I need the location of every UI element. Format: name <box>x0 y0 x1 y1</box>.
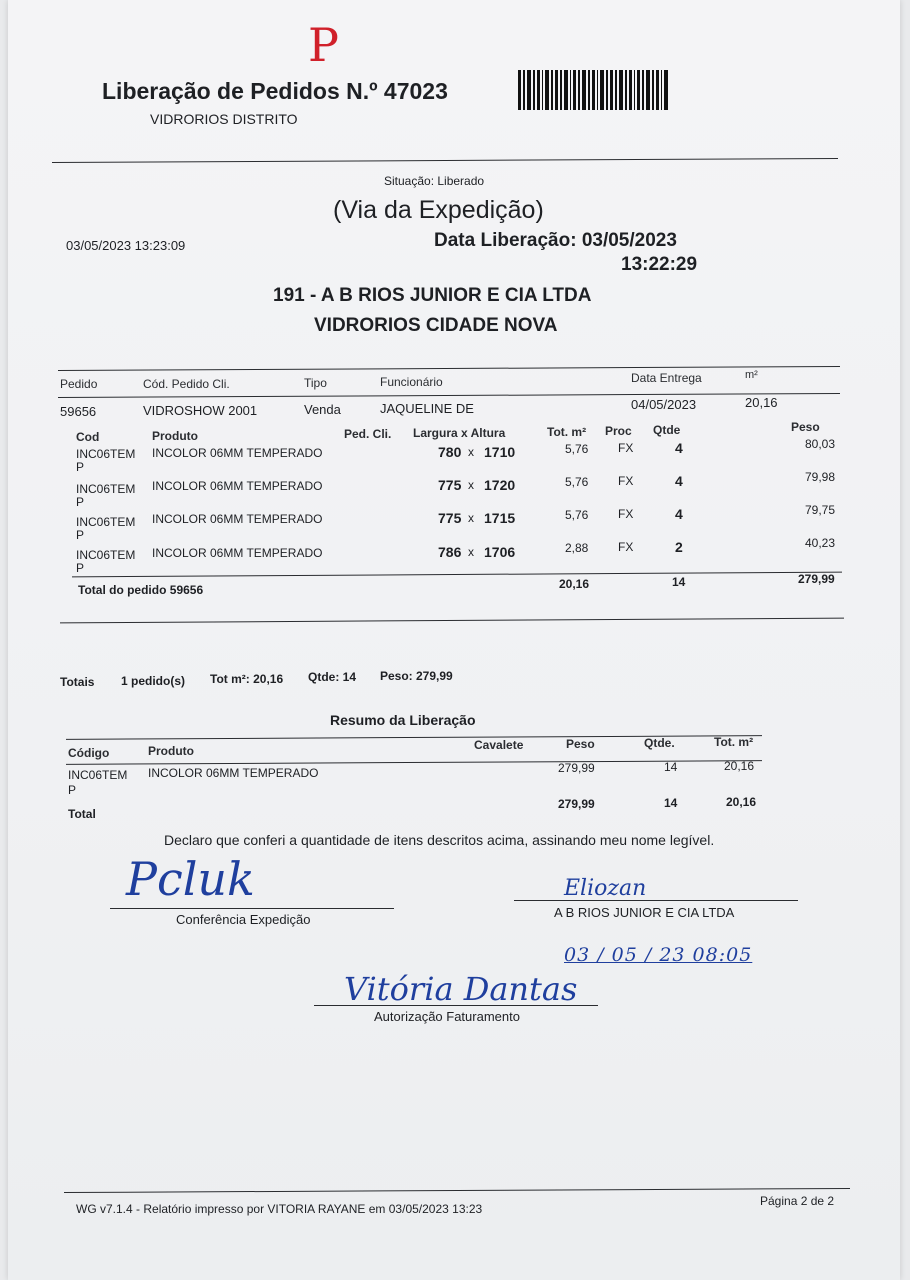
item-x: x <box>468 478 474 492</box>
summary-code: INC06TEM <box>68 768 128 782</box>
summary-total-m2: 20,16 <box>726 795 757 809</box>
item-proc: FX <box>618 540 634 554</box>
item-peso: 79,75 <box>805 503 836 517</box>
item-x: x <box>468 445 474 459</box>
item-code-suffix: P <box>76 460 85 474</box>
summary-title: Resumo da Liberação <box>330 712 476 728</box>
client-name: 191 - A B RIOS JUNIOR E CIA LTDA <box>273 285 592 306</box>
summary-tot-m2: 20,16 <box>724 759 755 773</box>
col-tipo: Tipo <box>304 376 327 390</box>
signature-line <box>314 1005 598 1006</box>
summary-total-qtde: 14 <box>664 796 678 810</box>
summary-col-peso: Peso <box>566 737 595 751</box>
autorizacao-label: Autorização Faturamento <box>374 1009 520 1024</box>
col-dimensions: Largura x Altura <box>413 426 506 440</box>
barcode-icon <box>518 70 670 110</box>
delivery-date: 04/05/2023 <box>631 397 697 412</box>
summary-product: INCOLOR 06MM TEMPERADO <box>148 766 319 780</box>
declaration-text: Declaro que conferi a quantidade de itens descritos acima, assinando meu nome legível. <box>164 832 715 848</box>
col-qtde: Qtde <box>653 423 681 437</box>
summary-col-codigo: Código <box>68 746 110 760</box>
release-time: 13:22:29 <box>621 254 698 275</box>
item-tot-m2: 2,88 <box>565 541 589 555</box>
item-proc: FX <box>618 507 634 521</box>
document-page <box>8 0 900 1280</box>
summary-qtde: 14 <box>664 760 678 774</box>
totals-orders: 1 pedido(s) <box>121 674 186 688</box>
order-number: 59656 <box>60 404 97 419</box>
conferencia-label: Conferência Expedição <box>176 912 311 927</box>
release-date: Data Liberação: 03/05/2023 <box>434 230 677 251</box>
order-total-label: Total do pedido 59656 <box>78 583 204 597</box>
client-store: VIDRORIOS CIDADE NOVA <box>314 315 558 336</box>
copy-type: (Via da Expedição) <box>333 196 544 224</box>
summary-total-label: Total <box>68 807 96 821</box>
order-total-m2: 20,16 <box>559 577 590 591</box>
item-product: INCOLOR 06MM TEMPERADO <box>152 512 323 526</box>
divider <box>72 572 842 578</box>
col-pedido: Pedido <box>60 377 98 391</box>
signature-client: Eliozan <box>564 876 647 901</box>
item-code-suffix: P <box>76 495 85 509</box>
item-peso: 79,98 <box>805 470 836 484</box>
client-signature-label: A B RIOS JUNIOR E CIA LTDA <box>554 905 735 920</box>
col-produto: Produto <box>152 429 198 443</box>
item-width: 775 <box>438 510 462 526</box>
item-peso: 40,23 <box>805 536 836 550</box>
item-peso: 80,03 <box>805 437 836 451</box>
item-code: INC06TEM <box>76 482 136 496</box>
item-code: INC06TEM <box>76 515 136 529</box>
col-funcionario: Funcionário <box>380 375 443 389</box>
signature-line <box>514 900 798 901</box>
item-height: 1720 <box>484 477 516 493</box>
item-tot-m2: 5,76 <box>565 475 589 489</box>
footer-divider <box>64 1188 850 1193</box>
item-qtde: 4 <box>675 473 683 489</box>
page-number: Página 2 de 2 <box>760 1194 835 1208</box>
col-data-entrega: Data Entrega <box>631 371 702 385</box>
handwritten-date: 03 / 05 / 23 08:05 <box>564 944 753 966</box>
item-code: INC06TEM <box>76 447 136 461</box>
order-total-peso: 279,99 <box>798 572 835 586</box>
document-title: Liberação de Pedidos N.º 47023 <box>102 78 448 104</box>
item-tot-m2: 5,76 <box>565 442 589 456</box>
item-proc: FX <box>618 441 634 455</box>
signature-conferencia: Pcluk <box>126 852 255 906</box>
col-tot-m2: Tot. m² <box>547 425 587 439</box>
item-product: INCOLOR 06MM TEMPERADO <box>152 546 323 560</box>
col-cod: Cod <box>76 430 100 444</box>
totals-qtde: Qtde: 14 <box>308 670 357 684</box>
item-x: x <box>468 511 474 525</box>
divider <box>58 393 840 398</box>
totals-m2: Tot m²: 20,16 <box>210 672 284 686</box>
item-tot-m2: 5,76 <box>565 508 589 522</box>
item-width: 775 <box>438 477 462 493</box>
footer-print-info: WG v7.1.4 - Relatório impresso por VITORIA RAYANE em 03/05/2023 13:23 <box>76 1202 483 1216</box>
status-label: Situação: Liberado <box>384 174 485 188</box>
totals-peso: Peso: 279,99 <box>380 669 453 683</box>
summary-col-cavalete: Cavalete <box>474 738 524 752</box>
signature-line <box>110 908 394 909</box>
item-code-suffix: P <box>76 528 85 542</box>
item-code-suffix: P <box>76 561 85 575</box>
divider <box>52 158 838 163</box>
item-proc: FX <box>618 474 634 488</box>
item-product: INCOLOR 06MM TEMPERADO <box>152 479 323 493</box>
divider <box>60 618 844 624</box>
summary-col-tot-m2: Tot. m² <box>714 735 754 749</box>
item-height: 1715 <box>484 510 516 526</box>
item-width: 780 <box>438 444 462 460</box>
item-x: x <box>468 545 474 559</box>
col-cod-pedido-cli: Cód. Pedido Cli. <box>143 377 230 391</box>
divider <box>58 366 840 371</box>
item-qtde: 4 <box>675 440 683 456</box>
col-proc: Proc <box>605 424 632 438</box>
item-height: 1710 <box>484 444 516 460</box>
item-qtde: 4 <box>675 506 683 522</box>
client-order-code: VIDROSHOW 2001 <box>143 403 258 418</box>
signature-autorizacao: Vitória Dantas <box>344 970 578 1008</box>
order-m2: 20,16 <box>745 395 778 410</box>
item-qtde: 2 <box>675 539 683 555</box>
employee: JAQUELINE DE <box>380 401 474 416</box>
summary-code-suffix: P <box>68 783 77 797</box>
print-datetime: 03/05/2023 13:23:09 <box>66 238 186 253</box>
col-peso: Peso <box>791 420 820 434</box>
summary-peso: 279,99 <box>558 761 595 775</box>
item-product: INCOLOR 06MM TEMPERADO <box>152 446 323 460</box>
col-ped-cli: Ped. Cli. <box>344 427 392 441</box>
issuer-company: VIDRORIOS DISTRITO <box>150 111 298 127</box>
summary-col-produto: Produto <box>148 744 194 758</box>
totals-label: Totais <box>60 675 95 689</box>
item-width: 786 <box>438 544 462 560</box>
order-total-qtde: 14 <box>672 575 686 589</box>
item-code: INC06TEM <box>76 548 136 562</box>
handwritten-mark: P <box>308 18 339 72</box>
summary-total-peso: 279,99 <box>558 797 595 811</box>
col-m2: m² <box>745 369 758 381</box>
item-height: 1706 <box>484 544 516 560</box>
summary-col-qtde: Qtde. <box>644 736 675 750</box>
order-type: Venda <box>304 402 341 417</box>
divider <box>66 760 762 765</box>
